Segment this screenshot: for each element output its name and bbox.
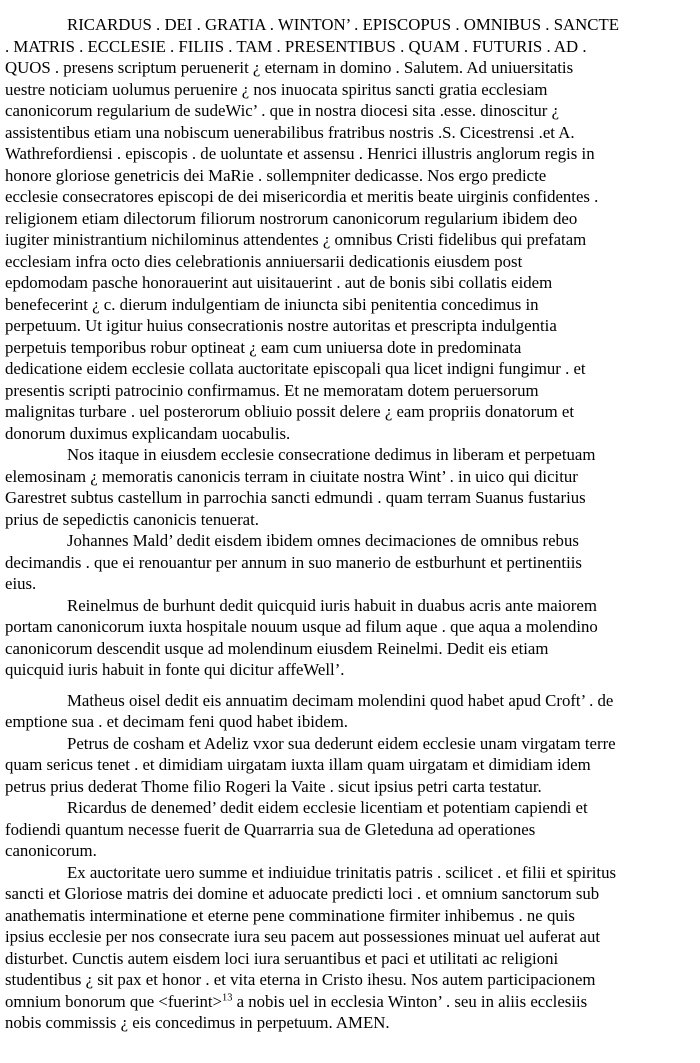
text-line: RICARDUS . DEI . GRATIA . WINTON’ . EPISCOPUS . OMNIBUS . SANCTE <box>67 15 619 34</box>
text-line: quicquid iuris habuit in fonte qui dicitur affeWell’. <box>5 660 345 679</box>
text-line: Reinelmus de burhunt dedit quicquid iuris habuit in duabus acris ante maiorem <box>67 595 597 615</box>
text-line: presentis scripti patrocinio confirmamus. Et ne memoratam dotem peruersorum <box>5 380 539 400</box>
text-line: Johannes Mald’ dedit eisdem ibidem omnes decimaciones de omnibus rebus <box>67 531 579 550</box>
paragraph-p6 <box>5 733 692 798</box>
text-line: perpetuis temporibus robur optineat ¿ eam cum uniuersa dote in predominata <box>5 337 522 357</box>
text-line: portam canonicorum iuxta hospitale nouum usque ad filum aque . que aqua a molendino <box>5 617 598 636</box>
paragraph-p7 <box>5 797 692 862</box>
text-line: fodiendi quantum necesse fuerit de Quarrarria sua de Gleteduna ad operationes <box>5 819 536 839</box>
text-line: petrus prius dederat Thome filio Rogeri la Vaite . sicut ipsius petri carta testatur. <box>5 776 542 796</box>
text-line: nobis commissis ¿ eis concedimus in perpetuum. AMEN. <box>5 1013 390 1032</box>
text-line: studentibus ¿ sit pax et honor . et vita eterna in Cristo ihesu. Nos autem participacionem <box>5 970 596 989</box>
text-line: ecclesie consecratores episcopi de dei misericordia et meritis beate uirginis confidentes . <box>5 187 599 206</box>
paragraph-p3 <box>5 530 692 595</box>
text-line: uestre noticiam uolumus peruenire ¿ nos inuocata spiritus sancti gratia ecclesiam <box>5 79 548 99</box>
text-line: Ricardus de denemed’ dedit eidem ecclesie licentiam et potentiam capiendi et <box>67 798 588 817</box>
text-line: Garestret subtus castellum in parrochia sancti edmundi . quam terram Suanus fustarius <box>5 488 586 507</box>
text-line: ipsius ecclesie per nos consecrate iura seu pacem aut possessiones minuat uel auferat aut <box>5 927 601 946</box>
text-line: ecclesiam infra octo dies celebrationis anniuersarii dedicationis eiusdem post <box>5 251 523 271</box>
text-line: emptione sua . et decimam feni quod habet ibidem. <box>5 712 348 731</box>
paragraph-p2 <box>5 444 692 530</box>
text-line: prius de sepedictis canonicis tenuerat. <box>5 509 259 529</box>
text-line: elemosinam ¿ memoratis canonicis terram in ciuitate nostra Wint’ . in uico qui dicitur <box>5 466 578 486</box>
text-line: perpetuum. Ut igitur huius consecrationis nostre autoritas et prescripta indulgentia <box>5 316 557 335</box>
footnote-marker: 13 <box>222 991 233 1003</box>
text-line: dedicatione eidem ecclesie collata auctoritate episcopali qua licet indigni fungimur . et <box>5 359 586 378</box>
text-line: . MATRIS . ECCLESIE . FILIIS . TAM . PRESENTIBUS . QUAM . FUTURIS . AD . <box>5 36 587 56</box>
paragraph-p8 <box>5 862 692 1034</box>
text-line: honore gloriose genetricis dei MaRie . sollempniter dedicasse. Nos ergo predicte <box>5 165 547 185</box>
text-line: Matheus oisel dedit eis annuatim decimam molendini quod habet apud Croft’ . de <box>67 690 614 710</box>
paragraph-p4 <box>5 595 692 681</box>
text-run: a nobis uel in ecclesia Winton’ . seu in aliis ecclesiis <box>232 991 588 1011</box>
text-line: assistentibus etiam una nobiscum uenerabilibus fratribus nostris .S. Cicestrensi .et A. <box>5 122 575 142</box>
paragraph-p5 <box>5 690 692 733</box>
text-line: iugiter ministrantium nichilominus attendentes ¿ omnibus Cristi fidelibus qui prefatam <box>5 230 587 249</box>
text-line: disturbet. Cunctis autem eisdem loci iura seruantibus et paci et utilitati ac religioni <box>5 948 559 968</box>
text-line: QUOS . presens scriptum peruenerit ¿ eternam in domino . Salutem. Ad uniuersitatis <box>5 58 574 77</box>
text-line: Ex auctoritate uero summe et indiuidue trinitatis patris . scilicet . et filii et spiritus <box>67 862 616 882</box>
text-run: omnium bonorum que <fuerint> <box>5 991 223 1011</box>
text-line: canonicorum descendit usque ad molendinum eiusdem Reinelmi. Dedit eis etiam <box>5 638 549 658</box>
text-line: eius. <box>5 574 37 593</box>
paragraph-p1 <box>5 14 692 444</box>
text-line: sancti et Gloriose matris dei domine et aduocate predicti loci . et omnium sanctorum sub <box>5 884 600 903</box>
text-line: decimandis . que ei renouantur per annum in suo manerio de estburhunt et pertinentiis <box>5 552 582 572</box>
text-line: canonicorum. <box>5 841 97 860</box>
text-line: epdomodam pasche honorauerint aut uisitauerint . aut de bonis sibi collatis eidem <box>5 273 553 292</box>
text-line: canonicorum regularium de sudeWic’ . que in nostra diocesi sita .esse. dinoscitur ¿ <box>5 101 560 120</box>
text-line: donorum duximus explicandam uocabulis. <box>5 423 291 443</box>
text-line: anathematis interminatione et eterne pene comminatione firmiter inhibemus . ne quis <box>5 905 575 925</box>
text-line: benefecerint ¿ c. dierum indulgentiam de iniuncta sibi penitentia concedimus in <box>5 294 539 314</box>
text-line: Wathrefordiensi . episcopis . de uoluntate et assensu . Henrici illustris anglorum regis in <box>5 144 595 163</box>
text-line: religionem etiam dilectorum filiorum nostrorum canonicorum regularium ibidem deo <box>5 208 578 228</box>
text-line: Petrus de cosham et Adeliz vxor sua dederunt eidem ecclesie unam virgatam terre <box>67 733 616 753</box>
text-line <box>5 991 692 1013</box>
text-line: quam sericus tenet . et dimidiam uirgatam iuxta illam quam uirgatam et dimidiam idem <box>5 755 591 774</box>
text-line: malignitas turbare . uel posterorum obliuio possit delere ¿ eam propriis donatorum et <box>5 402 575 421</box>
text-line: Nos itaque in eiusdem ecclesie consecratione dedimus in liberam et perpetuam <box>67 445 596 464</box>
